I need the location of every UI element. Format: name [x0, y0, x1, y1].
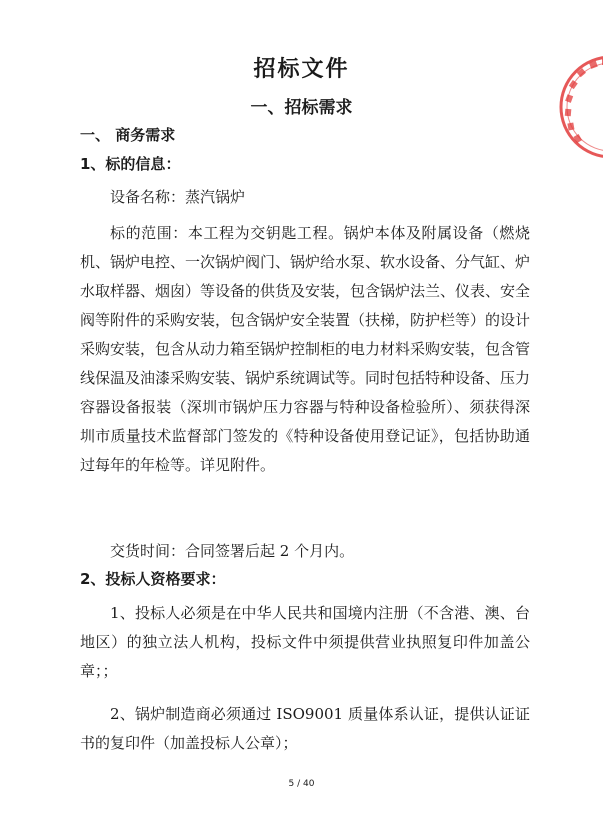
section-subtitle: 一、招标需求	[250, 98, 353, 118]
document-title: 招标文件	[253, 57, 350, 82]
bidder-qualification-heading: 2、投标人资格要求：	[80, 570, 226, 588]
delivery-time-line: 交货时间：合同签署后起 2 个月内。	[110, 542, 355, 560]
device-name-line: 设备名称：蒸汽锅炉	[110, 188, 246, 206]
scope-paragraph: 标的范围：本工程为交钥匙工程。锅炉本体及附属设备（燃烧机、锅炉电控、一次锅炉阀门、锅炉给水泵、软水设备、分气缸、炉水取样器、烟囱）等设备的供货及安装，包含锅炉法兰、仪表、安全阀等附件的采购安装，包含锅炉安全装置（扶梯，防护栏等）的设计采购安装，包含从动力箱至锅炉控制柜的电力材料采购安装，包含管线保温及油漆采购安装、锅炉系统调试等。同时包括特种设备、压力容器设备报装（深圳市锅炉压力容器与特种设备检验所）、须获得深圳市质量技术监督部门签发的《特种设备使用登记证》，包括协助通过每年的年检等。详见附件。	[80, 224, 531, 474]
requirement-2: 2、锅炉制造商必须通过 ISO9001 质量体系认证，提供认证证书的复印件（加盖投标人公章）；	[80, 705, 530, 752]
subject-info-heading: 1、标的信息：	[80, 155, 181, 173]
requirement-1: 1、投标人必须是在中华人民共和国境内注册（不含港、澳、台地区）的独立法人机构，投标文件中须提供营业执照复印件加盖公章；；	[80, 604, 530, 680]
business-requirements-heading: 一、 商务需求	[80, 126, 176, 144]
page-number: 5 / 40	[288, 779, 315, 789]
red-seal-stamp-icon	[556, 52, 603, 162]
